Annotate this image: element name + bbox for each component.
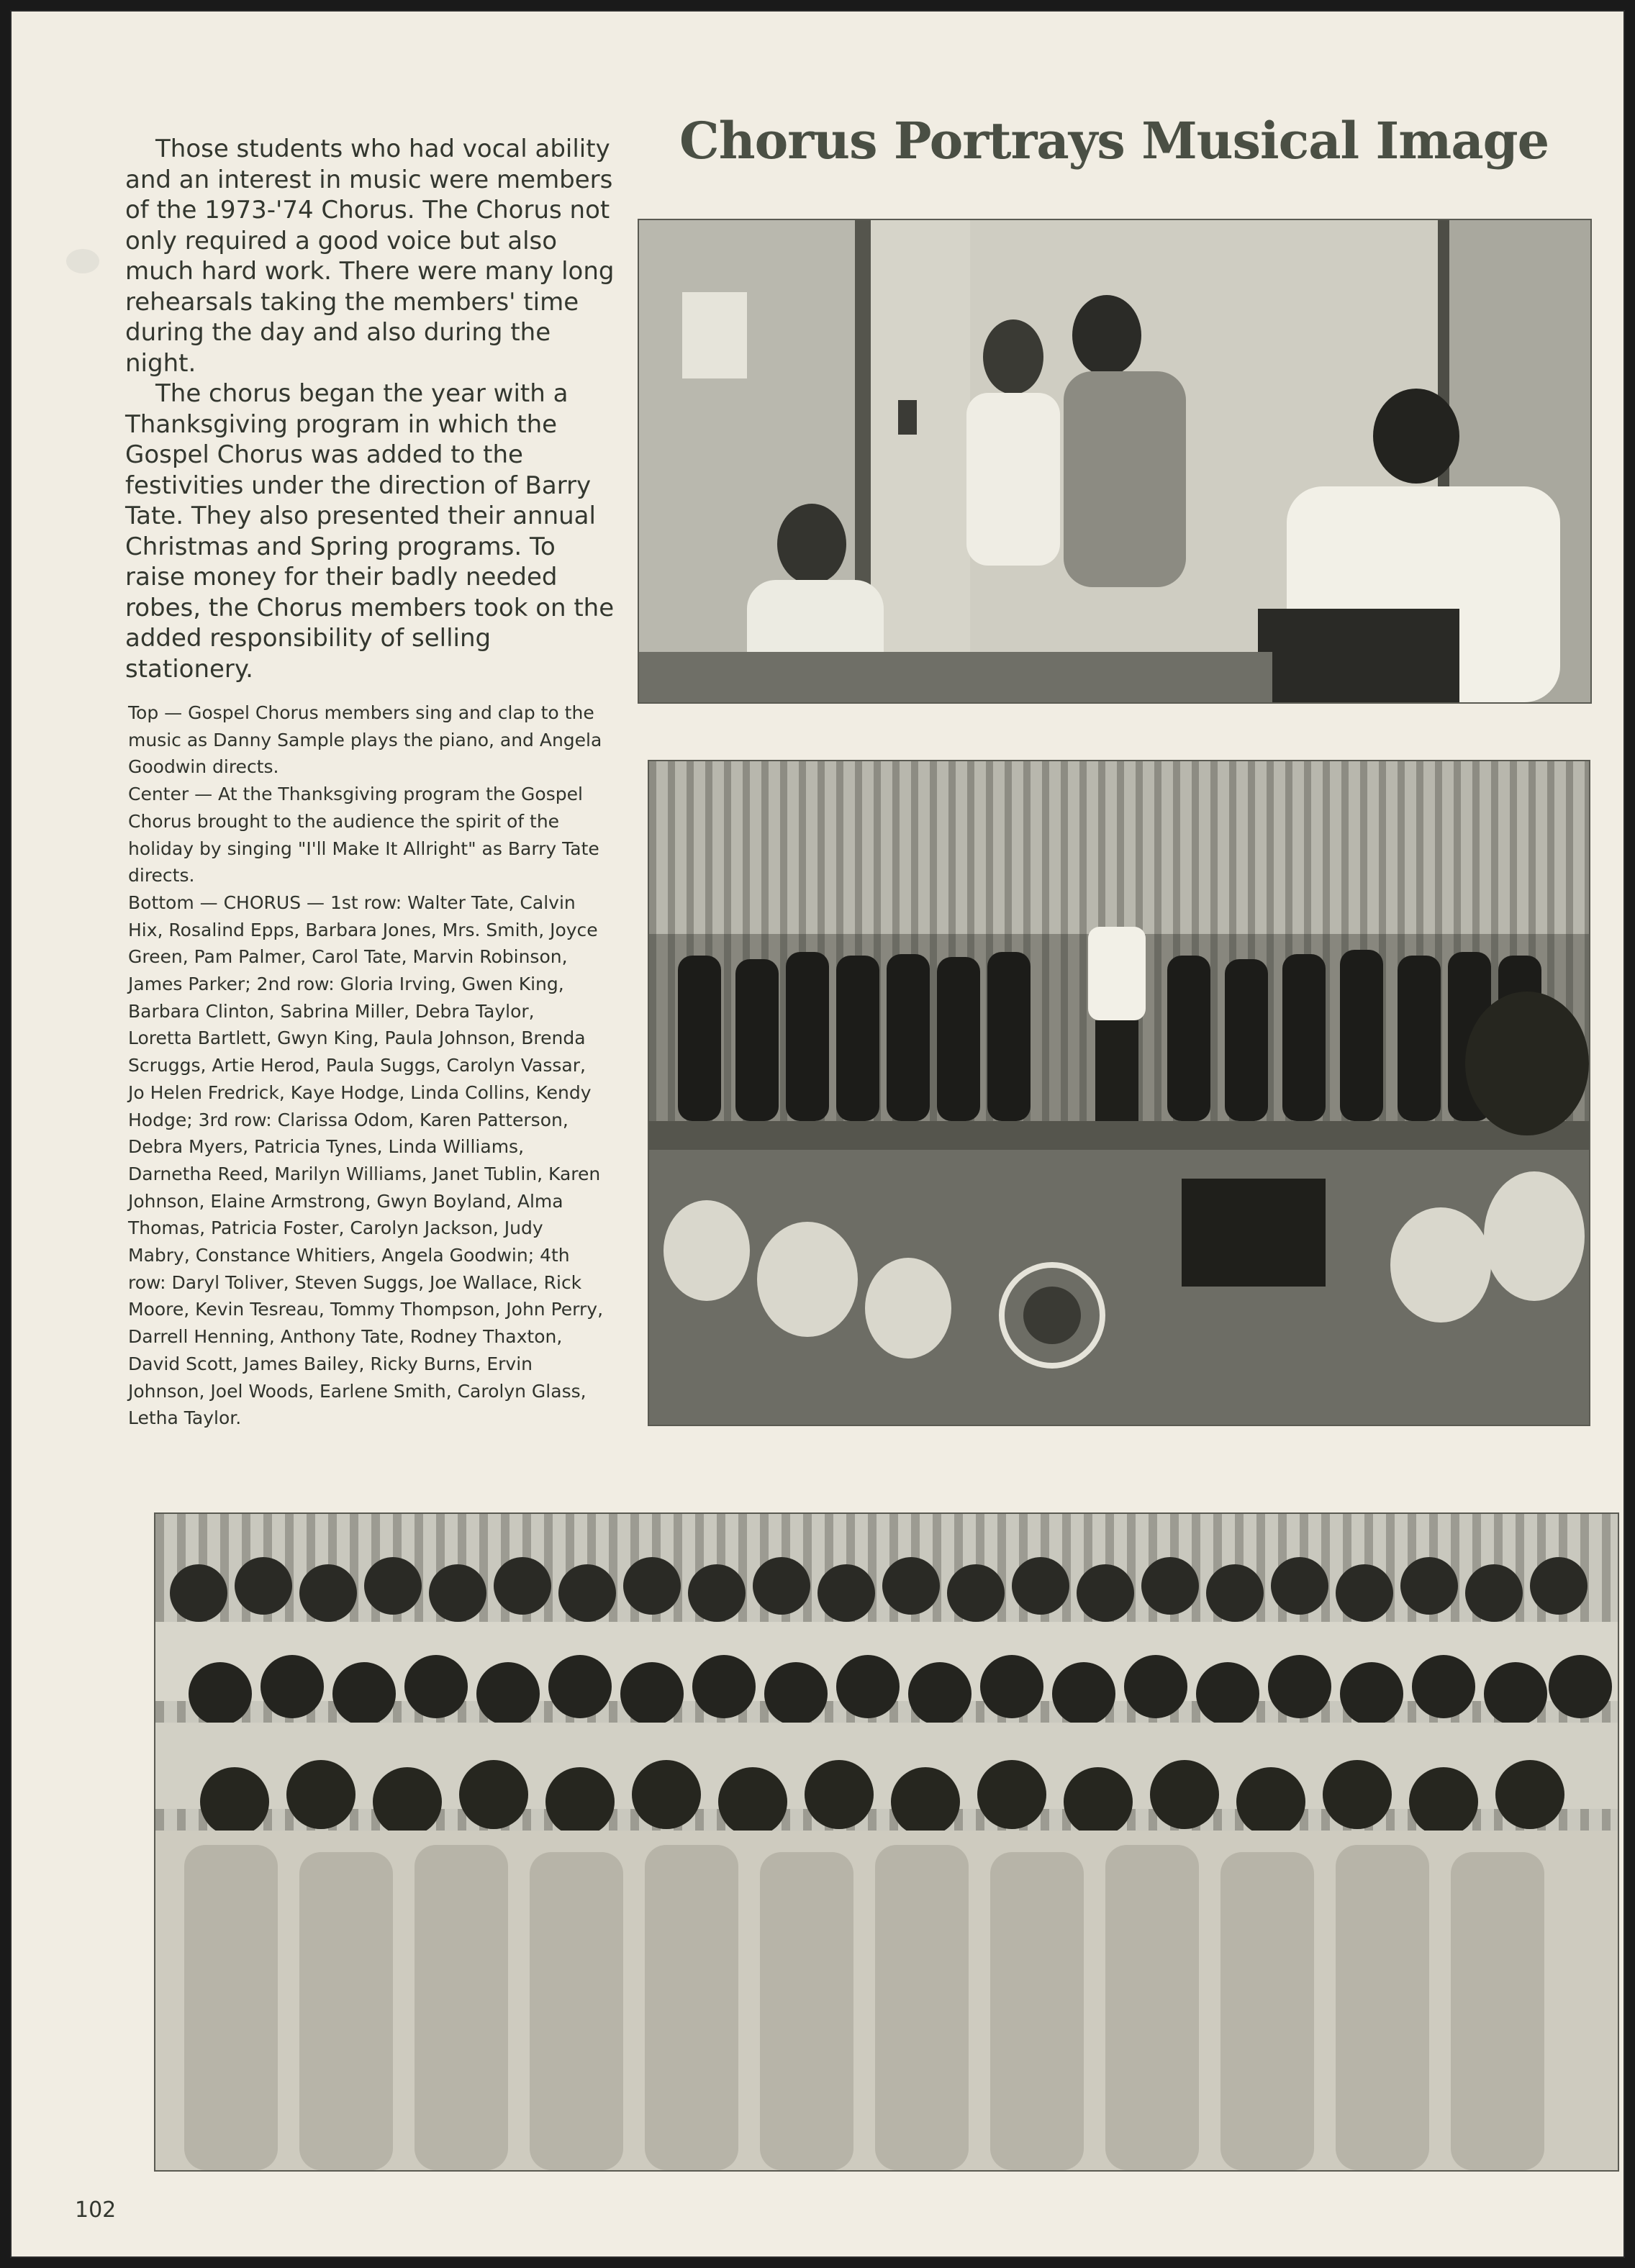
photo-chorus-group-image <box>155 1514 1618 2170</box>
photo-rehearsal <box>638 219 1592 704</box>
photo-rehearsal-image <box>639 220 1590 702</box>
caption-bottom: Bottom — CHORUS — 1st row: Walter Tate, Calvin Hix, Rosalind Epps, Barbara Jones, Mrs. Smith, Joyce Green, Pam Palmer, Carol Tate, Marvin Robinson, James Parker; 2nd row: Gloria Irving, Gwen King, Barbara Clinton, Sabrina Miller, Debra Taylor, Loretta Bartlett, Gwyn King, Paula Johnson, Brenda Scruggs, Artie Herod, Paula Suggs, Carolyn Vassar, Jo Helen Fredrick, Kaye Hodge, Linda Collins, Kendy Hodge; 3rd row: Clarissa Odom, Karen Patterson, Debra Myers, Patricia Tynes, Linda Williams, Darnetha Reed, Marilyn Williams, Janet Tublin, Karen Johnson, Elaine Armstrong, Gwyn Boyland, Alma Thomas, Patricia Foster, Carolyn Jackson, Judy Mabry, Constance Whitiers, Angela Goodwin; 4th row: Daryl Toliver, Steven Suggs, Joe Wallace, Rick Moore, Kevin Tesreau, Tommy Thompson, John Perry, Darrell Henning, Anthony Tate, Rodney Thaxton, David Scott, James Bailey, Ricky Burns, Ervin Johnson, Joel Woods, Earlene Smith, Carolyn Glass, Letha Taylor. <box>128 892 604 1429</box>
page-number: 102 <box>75 2197 117 2223</box>
caption-top: Top — Gospel Chorus members sing and clap to the music as Danny Sample plays the piano, and Angela Goodwin directs. <box>128 702 602 778</box>
photo-chorus-group <box>154 1512 1619 2172</box>
photo-thanksgiving-image <box>649 761 1589 1425</box>
body-text <box>125 134 615 684</box>
page-title: Chorus Portrays Musical Image <box>679 111 1549 171</box>
paper-blemish <box>66 249 99 273</box>
photo-captions <box>128 699 603 1432</box>
body-paragraph: The chorus began the year with a Thanksgiving program in which the Gospel Chorus was added to the festivities under the direction of Barry Tate. They also presented their annual Christmas and Spring programs. To raise money for their badly needed robes, the Chorus members took on the added responsibility of selling stationery. <box>125 379 615 684</box>
caption-center: Center — At the Thanksgiving program the Gospel Chorus brought to the audience the spirit of the holiday by singing "I'll Make It Allright" as Barry Tate directs. <box>128 784 599 886</box>
photo-thanksgiving-program <box>648 760 1590 1426</box>
body-paragraph: Those students who had vocal ability and an interest in music were members of the 1973-'74 Chorus. The Chorus not only required a good voice but also much hard work. There were many long rehearsals taking the members' time during the day and also during the night. <box>125 135 615 378</box>
yearbook-page <box>10 10 1625 2258</box>
